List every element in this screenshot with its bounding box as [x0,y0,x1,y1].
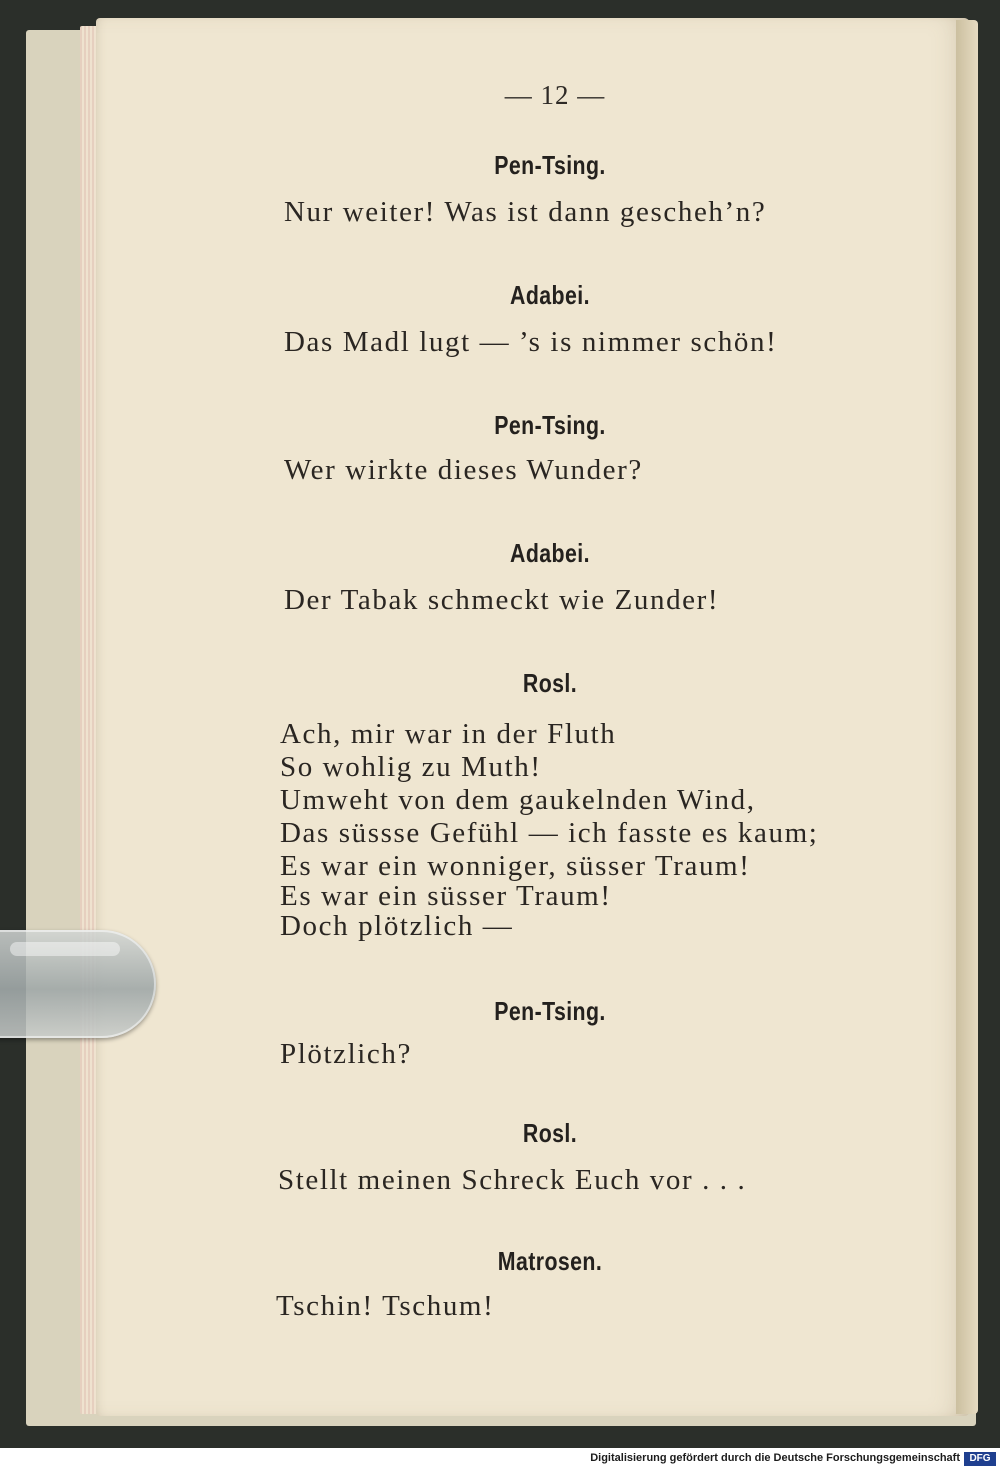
dfg-logo: DFG [964,1452,996,1466]
dialogue-line: Umweht von dem gaukelnden Wind, [280,784,756,816]
page-clip [0,930,156,1038]
dialogue-line: Das süssse Gefühl — ich fasste es kaum; [280,817,819,849]
speaker-name: Pen-Tsing. [494,150,606,180]
speaker-name: Adabei. [510,280,590,310]
dialogue-line: Tschin! Tschum! [276,1290,495,1322]
dialogue-line: Plötzlich? [280,1038,412,1070]
dialogue-line: Das Madl lugt — ’s is nimmer schön! [284,326,778,358]
dialogue-line: Ach, mir war in der Fluth [280,718,617,750]
speaker-name: Pen-Tsing. [494,410,606,440]
speaker-name: Rosl. [522,1118,578,1148]
dialogue-line: Wer wirkte dieses Wunder? [284,454,643,486]
dialogue-line: Der Tabak schmeckt wie Zunder! [284,584,720,616]
speaker-name: Matrosen. [497,1246,603,1276]
clip-highlight [10,942,120,956]
dialogue-line: Stellt meinen Schreck Euch vor . . . [278,1164,747,1196]
speaker-name: Adabei. [510,538,590,568]
dialogue-line: Nur weiter! Was ist dann gescheh’n? [284,196,767,228]
funding-credit: Digitalisierung gefördert durch die Deutsche Forschungsgemeinschaft [590,1452,960,1464]
dialogue-line: Doch plötzlich — [280,910,514,942]
speaker-name: Rosl. [522,668,578,698]
dialogue-line: Es war ein wonniger, süsser Traum! [280,850,751,882]
speaker-name: Pen-Tsing. [494,996,606,1026]
dialogue-line: So wohlig zu Muth! [280,751,542,783]
page-number: — 12 — [504,80,606,110]
dialogue-line: Es war ein süsser Traum! [280,880,612,912]
page-gutter [956,20,978,1414]
